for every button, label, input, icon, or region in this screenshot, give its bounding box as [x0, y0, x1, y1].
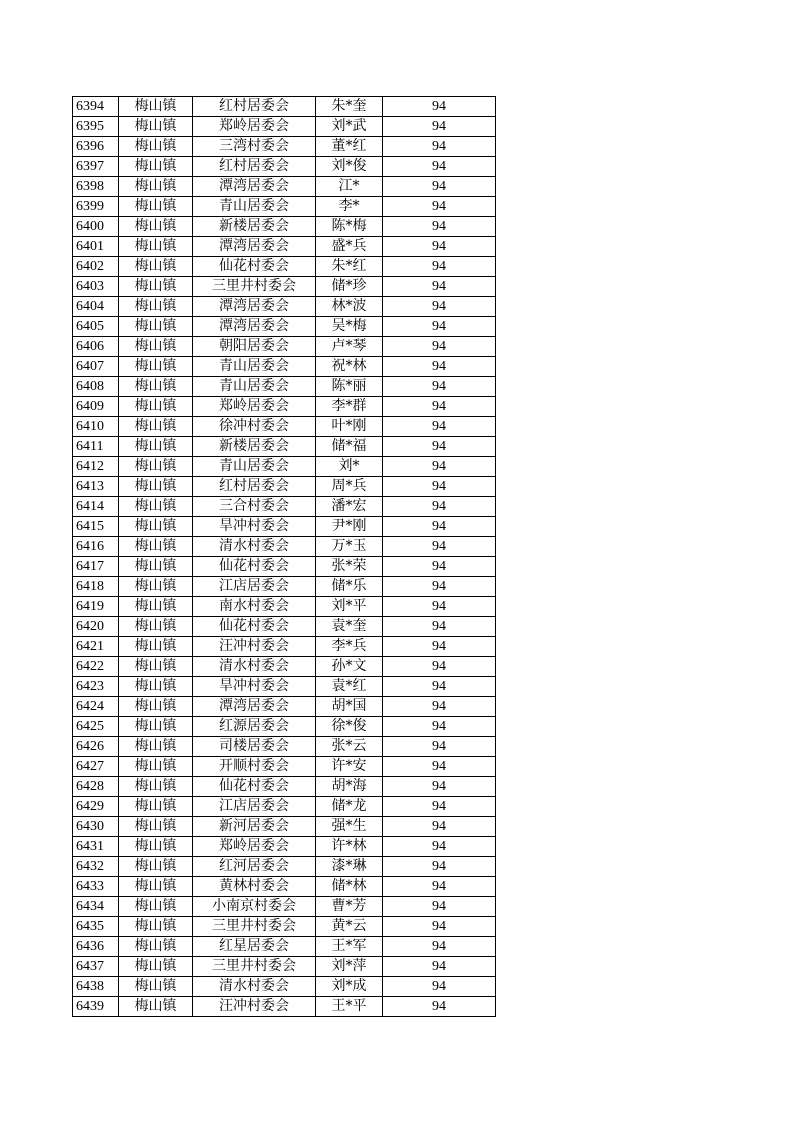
person-name-cell: 王*平 [316, 997, 383, 1017]
table-row [73, 717, 496, 737]
person-name-cell: 李*兵 [316, 637, 383, 657]
serial-number-cell: 6419 [73, 597, 119, 617]
village-committee-cell: 司楼居委会 [193, 737, 316, 757]
score-cell: 94 [383, 237, 496, 257]
town-cell: 梅山镇 [119, 557, 193, 577]
town-cell: 梅山镇 [119, 117, 193, 137]
person-name-cell: 刘*萍 [316, 957, 383, 977]
table-row [73, 977, 496, 997]
serial-number-cell: 6403 [73, 277, 119, 297]
score-cell: 94 [383, 117, 496, 137]
table-row [73, 637, 496, 657]
table-row [73, 737, 496, 757]
person-name-cell: 漆*琳 [316, 857, 383, 877]
table-row [73, 817, 496, 837]
village-committee-cell: 三里井村委会 [193, 917, 316, 937]
town-cell: 梅山镇 [119, 857, 193, 877]
table-row [73, 537, 496, 557]
town-cell: 梅山镇 [119, 997, 193, 1017]
score-cell: 94 [383, 897, 496, 917]
serial-number-cell: 6436 [73, 937, 119, 957]
score-cell: 94 [383, 157, 496, 177]
town-cell: 梅山镇 [119, 277, 193, 297]
serial-number-cell: 6416 [73, 537, 119, 557]
score-cell: 94 [383, 317, 496, 337]
score-cell: 94 [383, 577, 496, 597]
score-cell: 94 [383, 217, 496, 237]
town-cell: 梅山镇 [119, 957, 193, 977]
table-row [73, 197, 496, 217]
table-row [73, 177, 496, 197]
serial-number-cell: 6406 [73, 337, 119, 357]
town-cell: 梅山镇 [119, 157, 193, 177]
village-committee-cell: 郑岭居委会 [193, 397, 316, 417]
table-row [73, 617, 496, 637]
person-name-cell: 吴*梅 [316, 317, 383, 337]
town-cell: 梅山镇 [119, 757, 193, 777]
table-row [73, 117, 496, 137]
serial-number-cell: 6433 [73, 877, 119, 897]
table-row [73, 697, 496, 717]
score-cell: 94 [383, 957, 496, 977]
person-name-cell: 王*军 [316, 937, 383, 957]
town-cell: 梅山镇 [119, 657, 193, 677]
town-cell: 梅山镇 [119, 137, 193, 157]
score-cell: 94 [383, 757, 496, 777]
person-name-cell: 刘*成 [316, 977, 383, 997]
table-row [73, 577, 496, 597]
village-committee-cell: 仙花村委会 [193, 257, 316, 277]
serial-number-cell: 6431 [73, 837, 119, 857]
person-name-cell: 朱*红 [316, 257, 383, 277]
table-row [73, 377, 496, 397]
serial-number-cell: 6408 [73, 377, 119, 397]
score-cell: 94 [383, 457, 496, 477]
serial-number-cell: 6401 [73, 237, 119, 257]
town-cell: 梅山镇 [119, 97, 193, 117]
serial-number-cell: 6437 [73, 957, 119, 977]
score-cell: 94 [383, 497, 496, 517]
table-row [73, 477, 496, 497]
village-committee-cell: 新楼居委会 [193, 437, 316, 457]
score-cell: 94 [383, 677, 496, 697]
person-name-cell: 陈*丽 [316, 377, 383, 397]
town-cell: 梅山镇 [119, 497, 193, 517]
person-name-cell: 李*群 [316, 397, 383, 417]
village-committee-cell: 江店居委会 [193, 797, 316, 817]
town-cell: 梅山镇 [119, 877, 193, 897]
score-cell: 94 [383, 477, 496, 497]
village-committee-cell: 潭湾居委会 [193, 697, 316, 717]
serial-number-cell: 6415 [73, 517, 119, 537]
table-row [73, 357, 496, 377]
town-cell: 梅山镇 [119, 257, 193, 277]
serial-number-cell: 6426 [73, 737, 119, 757]
town-cell: 梅山镇 [119, 597, 193, 617]
serial-number-cell: 6402 [73, 257, 119, 277]
score-cell: 94 [383, 717, 496, 737]
village-committee-cell: 潭湾居委会 [193, 237, 316, 257]
town-cell: 梅山镇 [119, 297, 193, 317]
person-name-cell: 储*乐 [316, 577, 383, 597]
serial-number-cell: 6424 [73, 697, 119, 717]
person-name-cell: 尹*刚 [316, 517, 383, 537]
person-name-cell: 储*龙 [316, 797, 383, 817]
village-committee-cell: 红村居委会 [193, 157, 316, 177]
table-row [73, 137, 496, 157]
score-cell: 94 [383, 417, 496, 437]
score-cell: 94 [383, 617, 496, 637]
table-row [73, 597, 496, 617]
person-name-cell: 储*福 [316, 437, 383, 457]
table-row [73, 797, 496, 817]
score-cell: 94 [383, 437, 496, 457]
serial-number-cell: 6430 [73, 817, 119, 837]
person-name-cell: 万*玉 [316, 537, 383, 557]
serial-number-cell: 6432 [73, 857, 119, 877]
serial-number-cell: 6405 [73, 317, 119, 337]
person-name-cell: 曹*芳 [316, 897, 383, 917]
person-name-cell: 袁*奎 [316, 617, 383, 637]
table-row [73, 917, 496, 937]
town-cell: 梅山镇 [119, 477, 193, 497]
score-cell: 94 [383, 377, 496, 397]
town-cell: 梅山镇 [119, 817, 193, 837]
score-cell: 94 [383, 837, 496, 857]
table-row [73, 997, 496, 1017]
person-name-cell: 储*珍 [316, 277, 383, 297]
town-cell: 梅山镇 [119, 677, 193, 697]
score-cell: 94 [383, 817, 496, 837]
village-committee-cell: 江店居委会 [193, 577, 316, 597]
serial-number-cell: 6439 [73, 997, 119, 1017]
score-cell: 94 [383, 537, 496, 557]
table-row [73, 677, 496, 697]
village-committee-cell: 三合村委会 [193, 497, 316, 517]
town-cell: 梅山镇 [119, 697, 193, 717]
serial-number-cell: 6412 [73, 457, 119, 477]
serial-number-cell: 6435 [73, 917, 119, 937]
table-row [73, 957, 496, 977]
village-committee-cell: 小南京村委会 [193, 897, 316, 917]
village-committee-cell: 三里井村委会 [193, 957, 316, 977]
village-committee-cell: 新河居委会 [193, 817, 316, 837]
score-cell: 94 [383, 997, 496, 1017]
town-cell: 梅山镇 [119, 617, 193, 637]
village-committee-cell: 开顺村委会 [193, 757, 316, 777]
score-cell: 94 [383, 97, 496, 117]
score-cell: 94 [383, 977, 496, 997]
village-committee-cell: 青山居委会 [193, 357, 316, 377]
serial-number-cell: 6398 [73, 177, 119, 197]
town-cell: 梅山镇 [119, 457, 193, 477]
village-committee-cell: 黄林村委会 [193, 877, 316, 897]
score-cell: 94 [383, 877, 496, 897]
person-name-cell: 江* [316, 177, 383, 197]
village-committee-cell: 潭湾居委会 [193, 297, 316, 317]
table-row [73, 557, 496, 577]
person-name-cell: 董*红 [316, 137, 383, 157]
person-name-cell: 刘*俊 [316, 157, 383, 177]
score-cell: 94 [383, 357, 496, 377]
town-cell: 梅山镇 [119, 197, 193, 217]
village-committee-cell: 红村居委会 [193, 97, 316, 117]
person-name-cell: 李* [316, 197, 383, 217]
village-committee-cell: 仙花村委会 [193, 777, 316, 797]
town-cell: 梅山镇 [119, 397, 193, 417]
town-cell: 梅山镇 [119, 357, 193, 377]
serial-number-cell: 6407 [73, 357, 119, 377]
town-cell: 梅山镇 [119, 637, 193, 657]
table-row [73, 237, 496, 257]
person-name-cell: 刘*平 [316, 597, 383, 617]
town-cell: 梅山镇 [119, 377, 193, 397]
serial-number-cell: 6414 [73, 497, 119, 517]
serial-number-cell: 6418 [73, 577, 119, 597]
score-cell: 94 [383, 857, 496, 877]
table-row [73, 937, 496, 957]
village-committee-cell: 南水村委会 [193, 597, 316, 617]
table-row [73, 457, 496, 477]
village-committee-cell: 青山居委会 [193, 377, 316, 397]
serial-number-cell: 6421 [73, 637, 119, 657]
serial-number-cell: 6413 [73, 477, 119, 497]
serial-number-cell: 6409 [73, 397, 119, 417]
person-name-cell: 袁*红 [316, 677, 383, 697]
table-row [73, 497, 496, 517]
town-cell: 梅山镇 [119, 937, 193, 957]
village-committee-cell: 旱冲村委会 [193, 517, 316, 537]
town-cell: 梅山镇 [119, 537, 193, 557]
village-committee-cell: 徐冲村委会 [193, 417, 316, 437]
table-row [73, 517, 496, 537]
town-cell: 梅山镇 [119, 897, 193, 917]
town-cell: 梅山镇 [119, 737, 193, 757]
table-row [73, 277, 496, 297]
serial-number-cell: 6395 [73, 117, 119, 137]
person-name-cell: 黄*云 [316, 917, 383, 937]
person-name-cell: 祝*林 [316, 357, 383, 377]
score-cell: 94 [383, 557, 496, 577]
score-cell: 94 [383, 177, 496, 197]
village-committee-cell: 郑岭居委会 [193, 837, 316, 857]
village-committee-cell: 三湾村委会 [193, 137, 316, 157]
village-committee-cell: 新楼居委会 [193, 217, 316, 237]
village-committee-cell: 汪冲村委会 [193, 997, 316, 1017]
score-cell: 94 [383, 937, 496, 957]
person-name-cell: 卢*琴 [316, 337, 383, 357]
village-committee-cell: 仙花村委会 [193, 557, 316, 577]
town-cell: 梅山镇 [119, 317, 193, 337]
score-cell: 94 [383, 517, 496, 537]
village-committee-cell: 旱冲村委会 [193, 677, 316, 697]
person-name-cell: 徐*俊 [316, 717, 383, 737]
village-committee-cell: 郑岭居委会 [193, 117, 316, 137]
score-cell: 94 [383, 337, 496, 357]
table-row [73, 297, 496, 317]
person-name-cell: 刘* [316, 457, 383, 477]
person-name-cell: 胡*国 [316, 697, 383, 717]
town-cell: 梅山镇 [119, 917, 193, 937]
person-name-cell: 许*林 [316, 837, 383, 857]
village-committee-cell: 红源居委会 [193, 717, 316, 737]
serial-number-cell: 6394 [73, 97, 119, 117]
score-cell: 94 [383, 797, 496, 817]
town-cell: 梅山镇 [119, 577, 193, 597]
serial-number-cell: 6411 [73, 437, 119, 457]
serial-number-cell: 6397 [73, 157, 119, 177]
person-name-cell: 林*波 [316, 297, 383, 317]
serial-number-cell: 6427 [73, 757, 119, 777]
person-name-cell: 潘*宏 [316, 497, 383, 517]
table-row [73, 157, 496, 177]
serial-number-cell: 6428 [73, 777, 119, 797]
serial-number-cell: 6434 [73, 897, 119, 917]
village-committee-cell: 潭湾居委会 [193, 317, 316, 337]
village-committee-cell: 朝阳居委会 [193, 337, 316, 357]
village-committee-cell: 汪冲村委会 [193, 637, 316, 657]
serial-number-cell: 6410 [73, 417, 119, 437]
town-cell: 梅山镇 [119, 217, 193, 237]
score-cell: 94 [383, 277, 496, 297]
town-cell: 梅山镇 [119, 977, 193, 997]
serial-number-cell: 6399 [73, 197, 119, 217]
village-committee-cell: 红河居委会 [193, 857, 316, 877]
score-cell: 94 [383, 597, 496, 617]
score-cell: 94 [383, 397, 496, 417]
person-name-cell: 孙*文 [316, 657, 383, 677]
score-cell: 94 [383, 297, 496, 317]
score-cell: 94 [383, 257, 496, 277]
table-row [73, 877, 496, 897]
serial-number-cell: 6425 [73, 717, 119, 737]
serial-number-cell: 6400 [73, 217, 119, 237]
person-name-cell: 盛*兵 [316, 237, 383, 257]
village-committee-cell: 红星居委会 [193, 937, 316, 957]
person-name-cell: 周*兵 [316, 477, 383, 497]
town-cell: 梅山镇 [119, 837, 193, 857]
town-cell: 梅山镇 [119, 517, 193, 537]
table-row [73, 317, 496, 337]
table-row [73, 217, 496, 237]
score-cell: 94 [383, 137, 496, 157]
serial-number-cell: 6417 [73, 557, 119, 577]
serial-number-cell: 6438 [73, 977, 119, 997]
village-committee-cell: 清水村委会 [193, 977, 316, 997]
serial-number-cell: 6429 [73, 797, 119, 817]
person-name-cell: 张*荣 [316, 557, 383, 577]
score-cell: 94 [383, 777, 496, 797]
roster-table-body [73, 97, 496, 1017]
person-name-cell: 刘*武 [316, 117, 383, 137]
village-committee-cell: 青山居委会 [193, 197, 316, 217]
roster-table [72, 96, 496, 1017]
person-name-cell: 陈*梅 [316, 217, 383, 237]
person-name-cell: 朱*奎 [316, 97, 383, 117]
score-cell: 94 [383, 737, 496, 757]
score-cell: 94 [383, 697, 496, 717]
table-row [73, 257, 496, 277]
town-cell: 梅山镇 [119, 797, 193, 817]
serial-number-cell: 6396 [73, 137, 119, 157]
table-row [73, 437, 496, 457]
village-committee-cell: 清水村委会 [193, 657, 316, 677]
score-cell: 94 [383, 917, 496, 937]
table-row [73, 657, 496, 677]
town-cell: 梅山镇 [119, 237, 193, 257]
table-row [73, 417, 496, 437]
town-cell: 梅山镇 [119, 337, 193, 357]
serial-number-cell: 6422 [73, 657, 119, 677]
person-name-cell: 储*林 [316, 877, 383, 897]
person-name-cell: 叶*刚 [316, 417, 383, 437]
table-row [73, 337, 496, 357]
village-committee-cell: 仙花村委会 [193, 617, 316, 637]
serial-number-cell: 6404 [73, 297, 119, 317]
score-cell: 94 [383, 637, 496, 657]
table-row [73, 777, 496, 797]
serial-number-cell: 6423 [73, 677, 119, 697]
serial-number-cell: 6420 [73, 617, 119, 637]
person-name-cell: 强*生 [316, 817, 383, 837]
table-row [73, 397, 496, 417]
table-row [73, 757, 496, 777]
village-committee-cell: 红村居委会 [193, 477, 316, 497]
table-row [73, 837, 496, 857]
table-row [73, 857, 496, 877]
town-cell: 梅山镇 [119, 177, 193, 197]
village-committee-cell: 三里井村委会 [193, 277, 316, 297]
village-committee-cell: 清水村委会 [193, 537, 316, 557]
town-cell: 梅山镇 [119, 417, 193, 437]
table-row [73, 897, 496, 917]
score-cell: 94 [383, 657, 496, 677]
village-committee-cell: 潭湾居委会 [193, 177, 316, 197]
town-cell: 梅山镇 [119, 437, 193, 457]
person-name-cell: 许*安 [316, 757, 383, 777]
village-committee-cell: 青山居委会 [193, 457, 316, 477]
person-name-cell: 胡*海 [316, 777, 383, 797]
town-cell: 梅山镇 [119, 777, 193, 797]
town-cell: 梅山镇 [119, 717, 193, 737]
table-row [73, 97, 496, 117]
person-name-cell: 张*云 [316, 737, 383, 757]
score-cell: 94 [383, 197, 496, 217]
